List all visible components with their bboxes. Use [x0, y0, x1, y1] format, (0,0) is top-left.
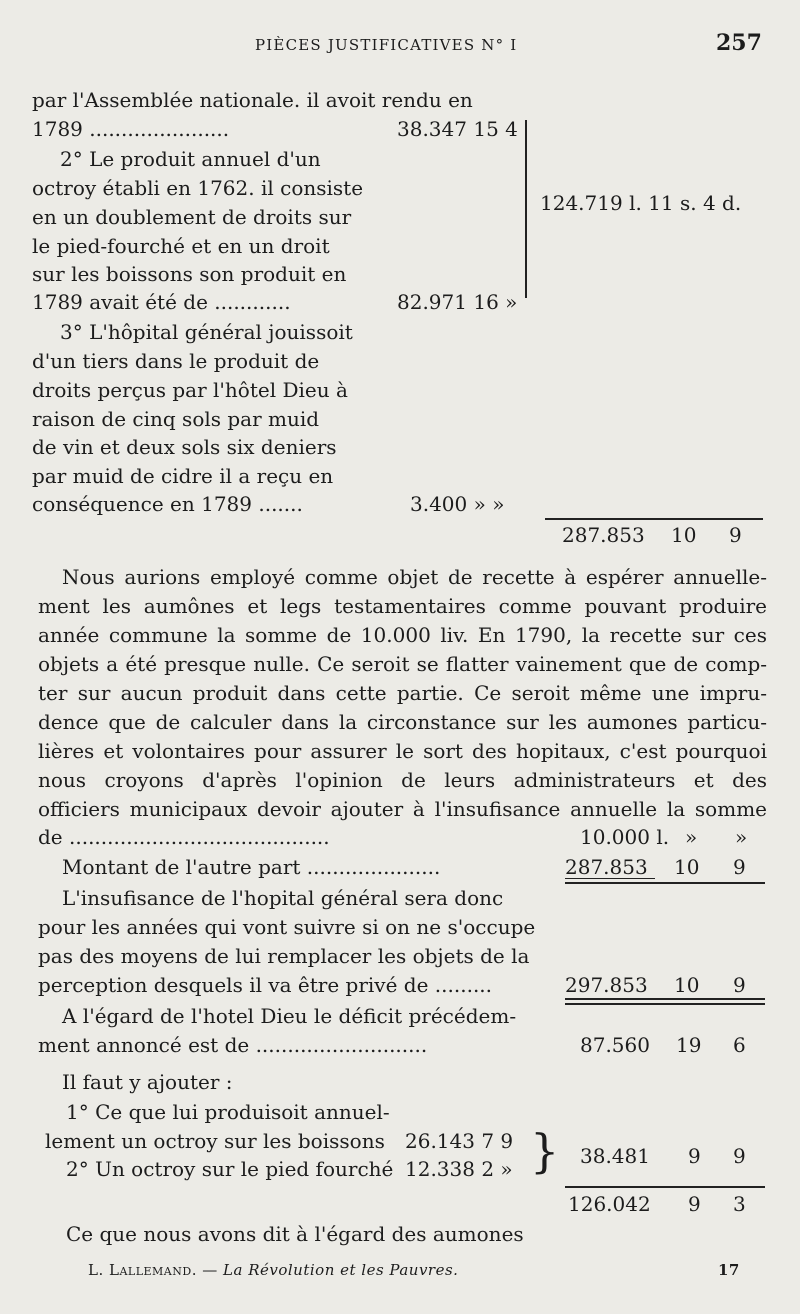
- curly-brace: }: [530, 1124, 560, 1178]
- paragraph-line: lières et volontaires pour assurer le sort des hopitaux, c'est pourquoi: [38, 739, 767, 763]
- paragraph-line: ter sur aucun produit dans cette partie. Ce seroit même une impru-: [38, 681, 767, 705]
- aumones-deniers: »: [735, 825, 748, 849]
- deficit-sols: 19: [676, 1033, 702, 1057]
- montant-label: Montant de l'autre part .....................: [62, 855, 441, 879]
- text-line: 2° Un octroy sur le pied fourché: [66, 1157, 394, 1181]
- footer-title: La Révolution et les Pauvres.: [223, 1261, 459, 1279]
- sum-sols: 9: [688, 1144, 701, 1168]
- total-livres: 126.042: [568, 1192, 651, 1216]
- paragraph-line: objets a été presque nulle. Ce seroit se flatter vainement que de comp-: [38, 652, 767, 676]
- amount-3400: 3.400 » »: [410, 492, 505, 516]
- total-deniers: 3: [733, 1192, 746, 1216]
- montant-livres: 287.853: [565, 855, 648, 879]
- text-line: pas des moyens de lui remplacer les objets de la: [38, 944, 530, 968]
- text-line: 2° Le produit annuel d'un: [60, 147, 321, 171]
- montant-deniers: 9: [733, 855, 746, 879]
- signature-mark: 17: [718, 1261, 740, 1279]
- sum-rule: [565, 882, 765, 884]
- text-line: conséquence en 1789 .......: [32, 492, 303, 516]
- text-line: raison de cinq sols par muid: [32, 407, 320, 431]
- sum-rule: [565, 1186, 765, 1188]
- text-line: droits perçus par l'hôtel Dieu à: [32, 378, 348, 402]
- insufisance-livres: 297.853: [565, 973, 648, 997]
- aumones-sols: »: [685, 825, 698, 849]
- sum-deniers: 9: [733, 1144, 746, 1168]
- montant-sols: 10: [674, 855, 700, 879]
- octroy-boissons-amount: 26.143 7 9: [405, 1129, 514, 1153]
- paragraph-line: Nous aurions employé comme objet de recette à espérer annuelle-: [62, 565, 767, 589]
- text-line: lement un octroy sur les boissons: [45, 1129, 385, 1153]
- paragraph-line: année commune la somme de 10.000 liv. En 1790, la recette sur ces: [38, 623, 767, 647]
- deficit-livres: 87.560: [580, 1033, 650, 1057]
- text-line: perception desquels il va être privé de .........: [38, 973, 493, 997]
- double-rule-bottom: [565, 1003, 765, 1005]
- page-number: 257: [716, 30, 762, 56]
- running-header: PIÈCES JUSTIFICATIVES N° I: [255, 36, 518, 54]
- paragraph-line: ment les aumônes et legs testamentaires comme pouvant produire: [38, 594, 767, 618]
- insufisance-deniers: 9: [733, 973, 746, 997]
- paragraph-line: nous croyons d'après l'opinion de leurs administrateurs et des: [38, 768, 767, 792]
- subtotal-deniers: 9: [729, 523, 742, 547]
- text-line: Il faut y ajouter :: [62, 1070, 233, 1094]
- insufisance-sols: 10: [674, 973, 700, 997]
- paragraph-line: dence que de calculer dans la circonstance sur les aumones particu-: [38, 710, 767, 734]
- text-line: sur les boissons son produit en: [32, 262, 347, 286]
- sum-rule: [545, 518, 763, 520]
- bracket-total: 124.719 l. 11 s. 4 d.: [540, 191, 742, 215]
- total-sols: 9: [688, 1192, 701, 1216]
- octroy-pied-fourche-amount: 12.338 2 »: [405, 1157, 513, 1181]
- amount-82971: 82.971 16 »: [397, 290, 518, 314]
- text-line: ment annoncé est de ...........................: [38, 1033, 428, 1057]
- text-line: A l'égard de l'hotel Dieu le déficit précédem-: [62, 1004, 517, 1028]
- text-line: 1° Ce que lui produisoit annuel-: [66, 1100, 390, 1124]
- text-line: 3° L'hôpital général jouissoit: [60, 320, 353, 344]
- text-line: 1789 ......................: [32, 117, 230, 141]
- footer-credit: [88, 1261, 458, 1279]
- aumones-livres: 10.000 l.: [580, 825, 670, 849]
- text-line: par l'Assemblée nationale. il avoit rendu en: [32, 88, 473, 112]
- text-line: en un doublement de droits sur: [32, 205, 352, 229]
- text-line: 1789 avait été de ............: [32, 290, 291, 314]
- paragraph-line: de .........................................: [38, 825, 330, 849]
- subtotal-livres: 287.853: [562, 523, 645, 547]
- text-line: de vin et deux sols six deniers: [32, 435, 337, 459]
- paragraph-line: officiers municipaux devoir ajouter à l'insufisance annuelle la somme: [38, 797, 767, 821]
- text-line: le pied-fourché et en un droit: [32, 234, 330, 258]
- text-line: par muid de cidre il a reçu en: [32, 464, 334, 488]
- deficit-deniers: 6: [733, 1033, 746, 1057]
- amount-38347: 38.347 15 4: [397, 117, 518, 141]
- text-line: Ce que nous avons dit à l'égard des aumones: [66, 1222, 524, 1246]
- text-line: pour les années qui vont suivre si on ne s'occupe: [38, 915, 536, 939]
- footer-dash: —: [202, 1261, 218, 1279]
- text-line: octroy établi en 1762. il consiste: [32, 176, 364, 200]
- footer-author: L. Lallemand.: [88, 1261, 197, 1279]
- subtotal-sols: 10: [671, 523, 697, 547]
- text-line: L'insufisance de l'hopital général sera donc: [62, 886, 504, 910]
- sum-livres: 38.481: [580, 1144, 650, 1168]
- bracket-line: [525, 120, 527, 298]
- double-rule-top: [565, 998, 765, 1000]
- text-line: d'un tiers dans le produit de: [32, 349, 320, 373]
